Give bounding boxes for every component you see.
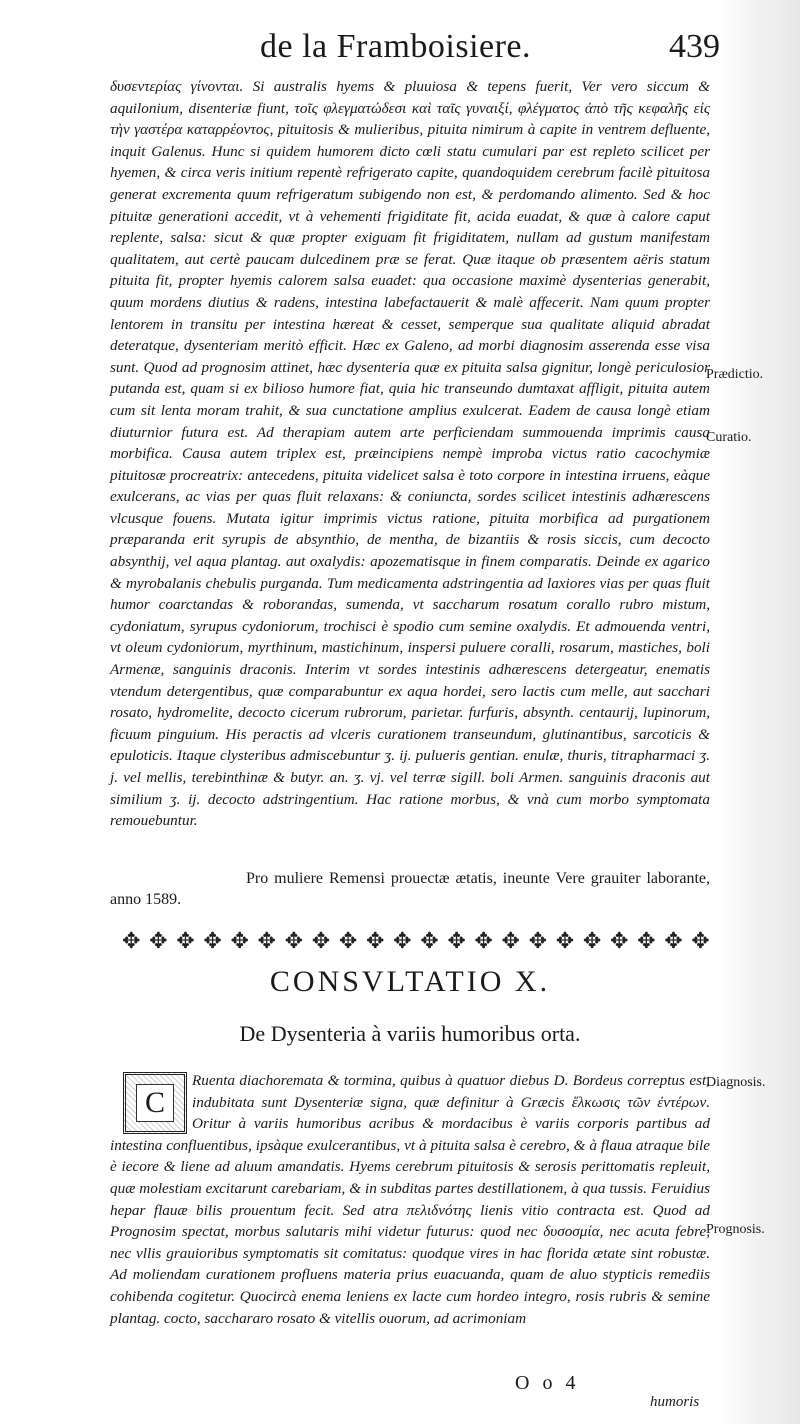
ornament-icon: ✥ <box>637 928 656 954</box>
margin-note-prognosis: Prognosis. <box>706 1222 765 1237</box>
consultation-title: CONSVLTATIO X. <box>269 965 551 998</box>
ornamental-divider <box>122 924 710 958</box>
page-gutter-shadow <box>722 0 800 1424</box>
ornament-icon: ✥ <box>393 928 412 954</box>
consultation-text-block <box>110 1070 710 1329</box>
consultation-subtitle: De Dysenteria à variis humoribus orta. <box>239 1021 581 1046</box>
ornament-icon: ✥ <box>528 928 548 954</box>
ornament-icon: ✥ <box>284 928 304 954</box>
ornament-icon: ✥ <box>365 928 385 954</box>
dropcap-letter: C <box>136 1084 174 1122</box>
ornament-icon: ✥ <box>203 928 222 954</box>
decorated-initial <box>123 1072 187 1134</box>
catchword: humoris <box>650 1394 700 1410</box>
page-number: 439 <box>669 28 720 65</box>
ornament-icon: ✥ <box>420 928 439 954</box>
ornament-icon: ✥ <box>311 928 331 954</box>
ornament-icon: ✥ <box>501 928 520 954</box>
margin-note-praedictio: Prædictio. <box>706 367 764 382</box>
ornament-icon: ✥ <box>664 928 683 954</box>
margin-note-diagnosis: Diagnosis. <box>706 1075 766 1090</box>
ornament-icon: ✥ <box>609 928 629 954</box>
paragraph-consultation-x: Ruenta diachoremata & tormina, quibus à quatuor diebus D. Bordeus correptus est, indubitata sunt Dysenteriæ signa, quæ definitur à Græcis ἕλκωσις τῶν ἐντέρων. Oritur à variis humoribus acribus & mordacibus è variis corporis partibus ad intestina confluentibus, ipsàque exulcerantibus, vt à pituita salsa è cerebro, & à flaua atraque bile è iecore & liene ad aluum amandatis. Hyems cerebrum pituitosis & serosis perittomatis repleuit, quæ molestiam excitarunt carebariam, & in subditas partes destillationem, à qua tussis. Feruidius hepar flauæ bilis prouentum fecit. Sed atra πελιδνότης lienis vitio contracta est. Quod ad Prognosim spectat, morbus salutaris mihi videtur futurus: quod nec δυσοσμία, nec acuta febre, nec vllis grauioribus symptomatis sit comitatus: quodque vires in hac florida ætate sint robustæ. Ad moliendam curationem profluens materia prius euacuanda, quam de aluo stypticis remediis cohibenda cogitetur. Quocircà enema leniens ex lacte cum hordeo integro, rosis rubris & semine plantag. cocto, sacchararo rosato & vitellis ouorum, ad acrimoniam <box>110 1072 710 1327</box>
ornament-icon: ✥ <box>122 928 141 954</box>
page-header <box>100 28 720 74</box>
margin-note-curatio: Curatio. <box>706 430 752 445</box>
ornament-icon: ✥ <box>447 928 466 954</box>
running-title: de la Framboisiere. <box>260 28 532 65</box>
ornament-icon: ✥ <box>555 928 575 954</box>
ornament-icon: ✥ <box>338 928 358 954</box>
ornament-icon: ✥ <box>582 928 602 954</box>
ornament-icon: ✥ <box>230 928 249 954</box>
signature-mark: O o 4 <box>515 1372 580 1394</box>
main-text-block <box>110 76 710 832</box>
ornament-icon: ✥ <box>474 928 493 954</box>
paragraph-dysenteria-pituita: δυσεντερίας γίνονται. Si australis hyems & pluuiosa & tepens fuerit, Ver vero siccum & aquilonium, disenteriæ fiunt, τοῖς φλεγματώδεσι καὶ ταῖς γυναιξί, φλέγματος ἀπὸ τῆς κεφαλῆς εἰς τὴν γαστέρα καταρρέοντος, pituitosis & mulieribus, pituita nimirum à capite in ventrem defluente, inquit Galenus. Hunc si quidem humorem dicto cœli statu cumulari par est repleto scilicet per hyemen, & circa veris initium repentè refrigerato capite, quandoquidem cerebrum facilè pituitosa generat excrementa quum refrigeratum subigendo non est, & perdomando alimento. Sed & hoc pituitæ generationi accedit, vt à vehementi frigiditate fit, acida euadat, & quæ à calore caput replente, salsa: sicut & quæ propter exiguam fit frigiditatem, nullam ad gustum manifestam qualitatem, aut certè paucam dulcedinem præ se ferat. Quæ itaque ob præsentem aëris statum pituita fit, propter hyemis calorem salsa euadet: qua occasione maximè dysenterias generabit, quum mordens diutius & radens, intestina labefactauerit & malè affecerit. Nam quum propter lentorem in transitu per intestina hæreat & cesset, semperque sua qualitate aliquid abradat deteratque, dysenteriam meritò efficit. Hæc ex Galeno, ad morbi diagnosim asserenda esse visa sunt. Quod ad prognosim attinet, hæc dysenteria quæ ex pituita salsa gignitur, longè periculosior putanda est, quam si ex bilioso humore fiat, quia hic transeundo dumtaxat affligit, pituita autem cum sit lenta moram trahit, & sua cunctatione amplius exulcerat. Eadem de causa longè etiam diuturnior futura est. Ad therapiam autem arte perficiendam summouenda imprimis causa morbifica. Causa autem triplex est, præincipiens nempè improba victus ratio cacochymiæ pituitosæ procreatrix: antecedens, pituita videlicet salsa è toto corpore in intestina irruens, eàque exulcerans, ac vias per quas fluit relaxans: & coniuncta, sordes scilicet intestinis adhærescens vlcusque fouens. Mutata igitur imprimis victus ratione, pituita morbifica ad purgationem præparanda erit syrupis de absynthio, de mentha, de bizantiis & rosis siccis, cum decocto absynthij, vel aqua plantag. aut oxalydis: apozematisque in finem comparatis. Deinde ex agarico & myrobalanis chebulis purganda. Tum medicamenta adstringentia ad laxiores vias per quas fluit humor coarctandas & roborandas, sumenda, vt saccharum rosatum corallo rubro mistum, cydoniatum, syrupus cydoniorum, trochisci è spodio cum semine oxalydis. Et admouenda ventri, vt oleum cydoniorum, myrthinum, mastichinum, inspersi puluere coralli, rosarum, mastiches, boli Armenæ, sanguinis draconis. Interim vt sordes intestinis adhærescens detergeatur, enematis vtendum detergentibus, quæ comparabuntur ex aqua hordei, sero lactis cum melle, aut sacchari rosato, hydromelite, decocto cicerum rubrorum, parietar. furfuris, absynth. centaurij, lupinorum, ficuum pinguium. His peractis ad vlceris curationem transeundum, glutinantibus, sarcoticis & epuloticis. Itaque clysteribus admiscebuntur ʒ. ij. pulueris gentian. enulæ, thuris, titrapharmaci ʒ. j. vel mellis, terebinthinæ & butyr. an. ʒ. vj. vel terræ sigill. boli Armen. sanguinis draconis aut similium ʒ. ij. decocto adstringentium. Hac ratione morbus, & vnà cum morbo symptomata remouebuntur. <box>110 78 710 830</box>
patient-note: Pro muliere Remensi prouectæ ætatis, ineunte Vere grauiter laborante, anno 1589. <box>110 870 710 908</box>
ornament-icon: ✥ <box>691 928 710 954</box>
ornament-icon: ✥ <box>176 928 195 954</box>
ornament-icon: ✥ <box>149 928 168 954</box>
ornament-icon: ✥ <box>257 928 276 954</box>
